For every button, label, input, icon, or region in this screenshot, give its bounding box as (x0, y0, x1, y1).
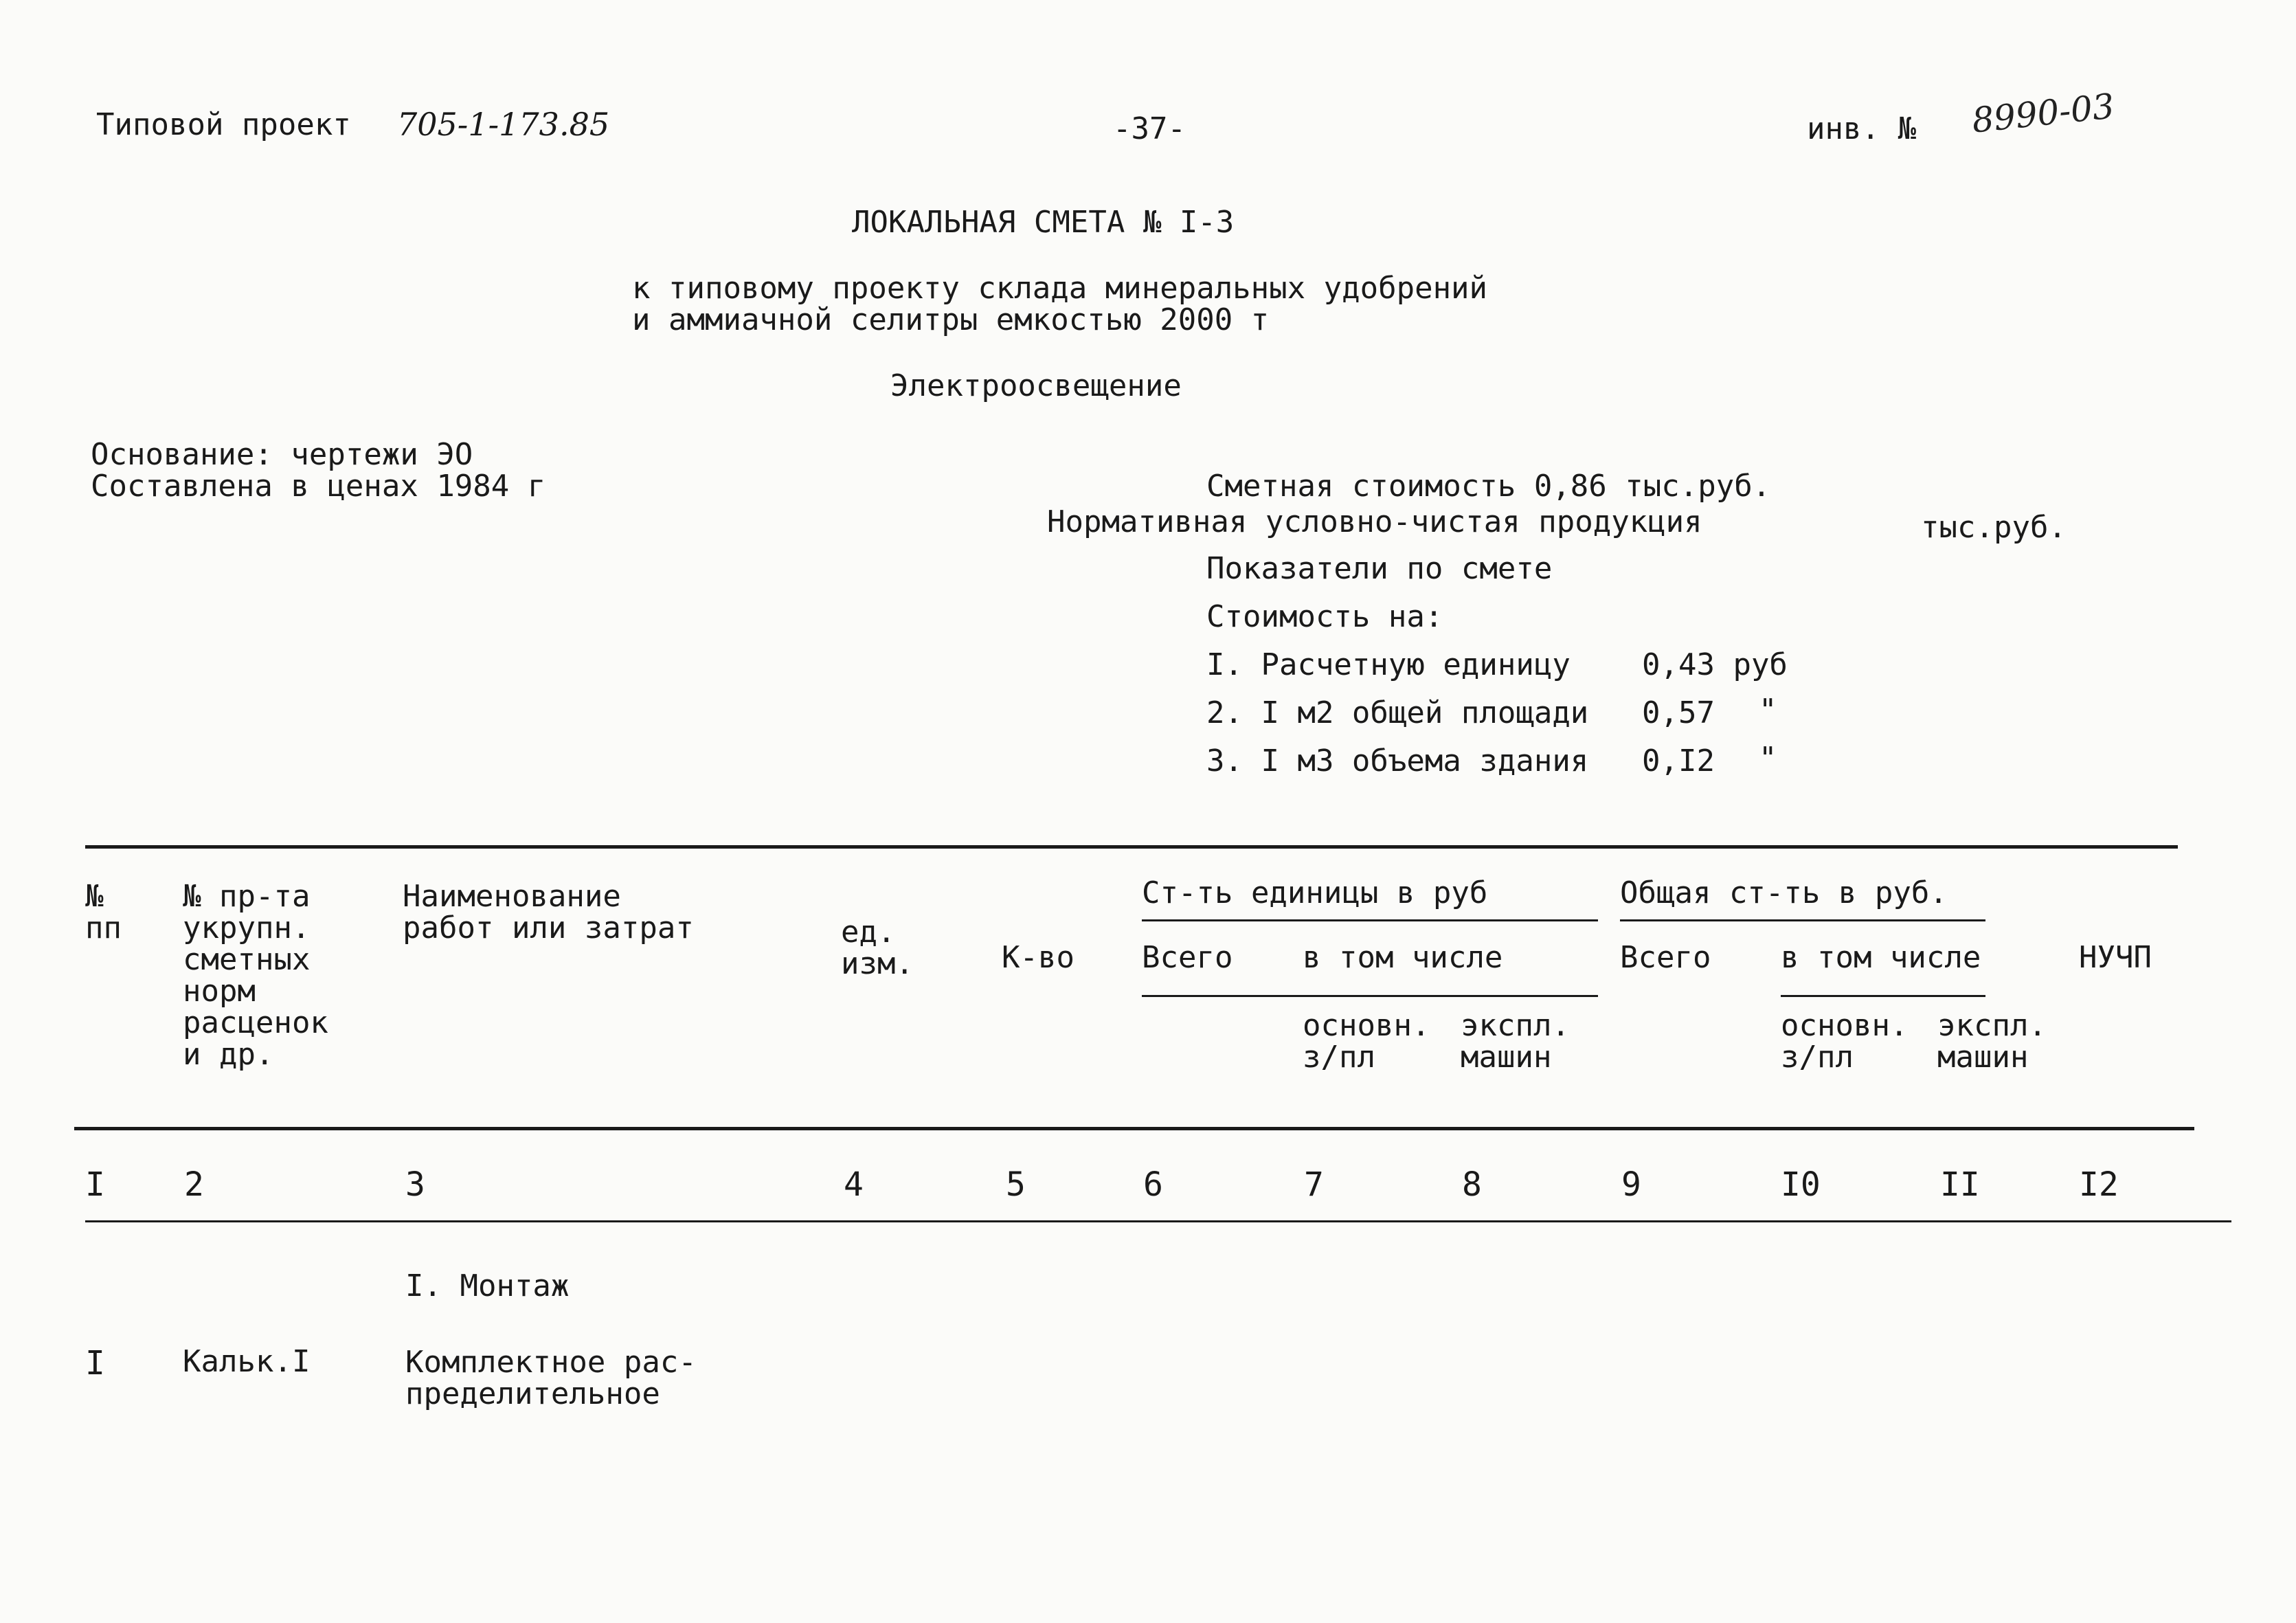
total-including-underline (1781, 995, 1985, 997)
indicators-title: Показатели по смете (1206, 551, 1553, 586)
normative-unit: тыс.руб. (1921, 510, 2067, 545)
col-header-unit-including: в том числе (1303, 940, 1503, 975)
project-number: 705-1-173.85 (397, 106, 610, 143)
col-number-7: 7 (1304, 1165, 1324, 1204)
col-header-total-including: в том числе (1781, 940, 1981, 975)
subtitle-line2: и аммиачной селитры емкостью 2000 т (632, 302, 1270, 337)
row-1-name: Комплектное рас- пределительное (405, 1345, 697, 1411)
indicator-2-value: 0,57 (1642, 695, 1715, 730)
indicator-1-label: I. Расчетную единицу (1206, 647, 1571, 682)
col-number-11: II (1940, 1165, 1980, 1204)
total-cost-underline (1620, 919, 1985, 921)
col-header-work-name: Наименование работ или затрат (403, 879, 694, 945)
col-number-3: 3 (405, 1165, 425, 1204)
page-title: ЛОКАЛЬНАЯ СМЕТА № I-3 (852, 205, 1235, 240)
col-number-9: 9 (1621, 1165, 1641, 1204)
col-header-unit-cost-group: Ст-ть единицы в руб (1142, 875, 1488, 910)
basis-line1: Основание: чертежи ЭО (91, 437, 473, 472)
header-bottom-rule (74, 1127, 2194, 1130)
indicator-2-ditto: " (1759, 693, 1777, 728)
indicator-3-ditto: " (1759, 741, 1777, 776)
row-1-ref: Кальк.I (183, 1344, 311, 1379)
table-top-rule (85, 845, 2178, 849)
col-header-unit-main-wage: основн. з/пл (1303, 1008, 1430, 1075)
col-number-5: 5 (1006, 1165, 1026, 1204)
col-header-number: № пп (85, 879, 122, 945)
col-header-total-all: Всего (1620, 940, 1711, 975)
col-header-project-ref: № пр-та укрупн. сметных норм расценок и др. (183, 879, 328, 1072)
section-title: Электроосвещение (890, 368, 1182, 403)
col-header-total-cost-group: Общая ст-ть в руб. (1620, 875, 1948, 910)
basis-line2: Составлена в ценах 1984 г (91, 469, 546, 504)
section-montazh-title: I. Монтаж (405, 1268, 570, 1303)
col-number-12: I2 (2079, 1165, 2119, 1204)
col-header-nuchp: НУЧП (2079, 940, 2152, 975)
estimated-cost: Сметная стоимость 0,86 тыс.руб. (1206, 469, 1771, 504)
unit-cost-underline (1142, 919, 1598, 921)
col-header-unit-all: Всего (1142, 940, 1233, 975)
col-header-unit: ед. изм. (841, 915, 914, 981)
col-number-1: I (85, 1165, 105, 1204)
indicator-1-value: 0,43 руб (1642, 647, 1788, 682)
col-numbers-bottom-rule (85, 1220, 2231, 1222)
col-header-quantity: К-во (1002, 940, 1074, 975)
indicator-3-value: 0,I2 (1642, 743, 1715, 779)
normative-label: Нормативная условно-чистая продукция (1047, 504, 1702, 539)
indicator-2-label: 2. I м2 общей площади (1206, 695, 1589, 730)
inv-number-handwritten: 8990-03 (1970, 86, 2117, 141)
col-number-8: 8 (1462, 1165, 1482, 1204)
inv-label: инв. № (1807, 111, 1916, 146)
col-number-6: 6 (1143, 1165, 1163, 1204)
col-number-2: 2 (184, 1165, 204, 1204)
unit-including-underline (1142, 995, 1598, 997)
subtitle-line1: к типовому проекту склада минеральных удобрений (632, 271, 1488, 306)
indicator-3-label: 3. I м3 объема здания (1206, 743, 1589, 779)
col-header-total-main-wage: основн. з/пл (1781, 1008, 1909, 1075)
col-header-total-machines: экспл. машин (1937, 1008, 2047, 1075)
row-1-number: I (85, 1344, 105, 1383)
cost-on-label: Стоимость на: (1206, 599, 1443, 634)
col-number-10: I0 (1781, 1165, 1821, 1204)
col-number-4: 4 (844, 1165, 864, 1204)
col-header-unit-machines: экспл. машин (1461, 1008, 1570, 1075)
page-number: -37- (1113, 111, 1186, 146)
project-label: Типовой проект (96, 107, 351, 142)
